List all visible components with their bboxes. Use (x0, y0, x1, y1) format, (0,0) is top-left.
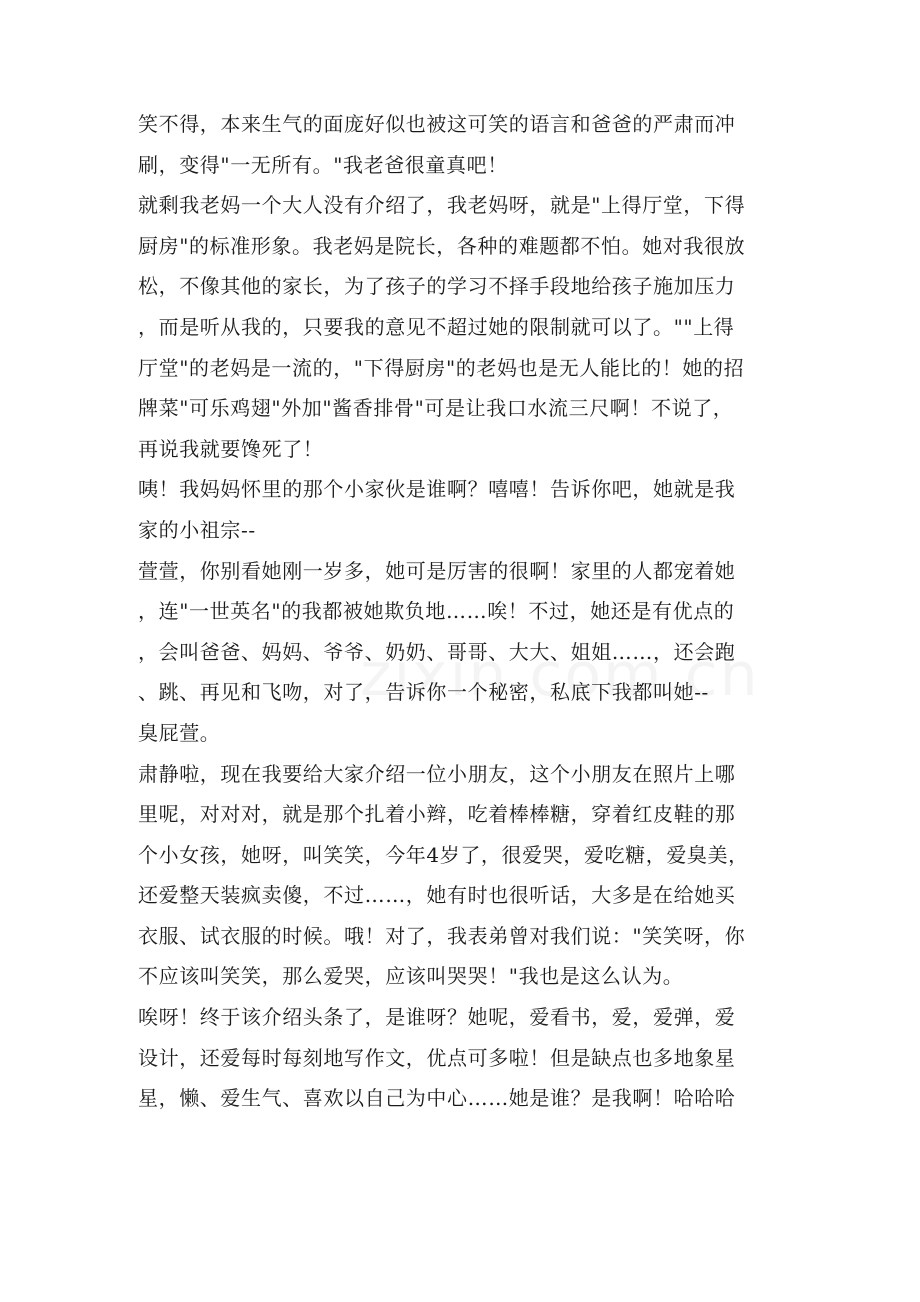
text-line: 再说我就要馋死了！ (138, 436, 324, 461)
text-line: 设计，还爱每时每刻地写作文，优点可多啦！但是缺点也多地象星 (138, 1045, 736, 1070)
text-line: ，而是听从我的，只要我的意见不超过她的限制就可以了。""上得 (138, 314, 735, 339)
text-line: 肃静啦，现在我要给大家介绍一位小朋友，这个小朋友在照片上哪 (138, 761, 736, 786)
text-line: 不应该叫笑笑，那么爱哭，应该叫哭哭！"我也是这么认为。 (138, 964, 684, 989)
text-line: ，连"一世英名"的我都被她欺负地……唉！不过，她还是有优点的 (138, 599, 735, 624)
text-line: 个小女孩，她呀，叫笑笑，今年4岁了，很爱哭，爱吃糖，爱臭美， (138, 842, 749, 867)
text-line: 就剩我老妈一个大人没有介绍了，我老妈呀，就是"上得厅堂，下得 (138, 193, 746, 218)
text-line: 刷，变得"一无所有。"我老爸很童真吧！ (138, 152, 508, 177)
text-line: 萱萱，你别看她刚一岁多，她可是厉害的很啊！家里的人都宠着她 (138, 558, 736, 583)
text-line: 家的小祖宗-- (138, 517, 256, 542)
text-line: 衣服、试衣服的时候。哦！对了，我表弟曾对我们说："笑笑呀，你 (138, 923, 746, 948)
text-line: ，会叫爸爸、妈妈、爷爷、奶奶、哥哥、大大、姐姐……，还会跑 (138, 639, 736, 664)
text-line: 牌菜"可乐鸡翅"外加"酱香排骨"可是让我口水流三尺啊！不说了， (138, 396, 734, 421)
text-line: 臭屁萱。 (138, 720, 221, 745)
text-line: 唉呀！终于该介绍头条了，是谁呀？她呢，爱看书，爱，爱弹，爱 (138, 1005, 736, 1030)
text-line: 松，不像其他的家长，为了孩子的学习不择手段地给孩子施加压力 (138, 274, 736, 299)
text-line: 厅堂"的老妈是一流的，"下得厨房"的老妈也是无人能比的！她的招 (138, 355, 745, 380)
text-line: 咦！我妈妈怀里的那个小家伙是谁啊？嘻嘻！告诉你吧，她就是我 (138, 477, 736, 502)
text-line: 还爱整天装疯卖傻，不过……，她有时也很听话，大多是在给她买 (138, 883, 736, 908)
text-line: 厨房"的标准形象。我老妈是院长，各种的难题都不怕。她对我很放 (138, 233, 746, 258)
text-line: 里呢，对对对，就是那个扎着小辫，吃着棒棒糖，穿着红皮鞋的那 (138, 802, 736, 827)
document-body (138, 104, 778, 1119)
text-line: 星，懒、爱生气、喜欢以自己为中心……她是谁？是我啊！哈哈哈 (138, 1086, 736, 1111)
text-line: 、跳、再见和飞吻，对了，告诉你一个秘密，私底下我都叫她-- (138, 680, 709, 705)
text-line: 笑不得，本来生气的面庞好似也被这可笑的语言和爸爸的严肃而冲 (138, 112, 736, 136)
